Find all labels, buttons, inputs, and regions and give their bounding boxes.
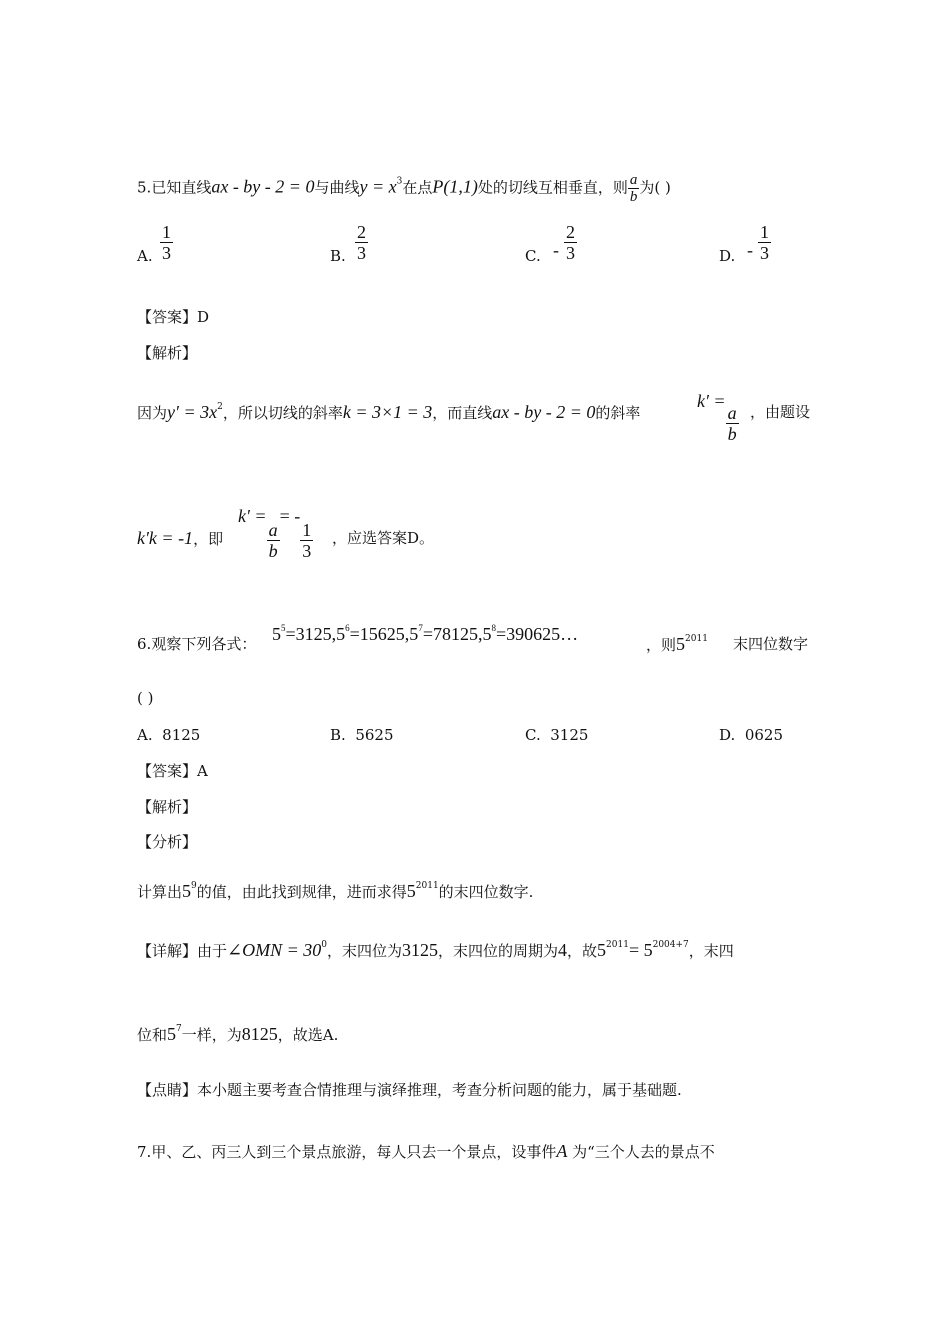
q5-option-c-sign: -: [553, 240, 559, 260]
q5-option-a-fraction: $\frac{1}{3}$: [162, 222, 171, 263]
q6-option-d: D. 0625: [719, 726, 783, 744]
q5-line-equation: ax - by - 2 = 0: [211, 176, 315, 197]
q5-option-c: C.: [525, 247, 541, 265]
q6-fenxi-label: 【分析】: [137, 833, 198, 851]
q6-option-b: B. 5625: [330, 726, 394, 744]
q6-paren: ( ): [137, 689, 154, 707]
q6-answer: 【答案】A: [137, 762, 208, 780]
q5-solution-line-2-frac: k′ = $\frac{a}{b}$ = - $\frac{1}{3}$: [238, 506, 312, 561]
q6-detail-line-1: 【详解】由于∠OMN = $30^0$，末四位为3125，末四位的周期为4，故$5^{2011}= 5^{2004+7}$，末四: [137, 940, 734, 960]
q5-point: P(1,1): [432, 176, 478, 197]
q6-fenxi-text: 计算出$5^9$的值，由此找到规律，进而求得$5^{2011}$的末四位数字.: [137, 881, 534, 901]
q5-curve: y = x: [359, 176, 397, 197]
q5-option-d: D.: [719, 247, 736, 265]
q6-option-c: C. 3125: [525, 726, 589, 744]
q5-solution-line-1: 因为$y' = 3x^2$，所以切线的斜率k = 3×1 = 3，而直线ax - by - 2 = 0的斜率: [137, 402, 641, 422]
q6-stem-tail: ，则$5^{2011}$: [646, 634, 708, 654]
q5-analysis-label: 【解析】: [137, 344, 198, 362]
q6-stem: 6.观察下列各式：: [137, 635, 257, 653]
q5-fraction-a-over-b: $\frac{a}{b}$: [629, 172, 638, 205]
q6-detail-line-2: 位和$5^7$一样，为8125，故选A.: [137, 1024, 339, 1044]
q6-option-a: A. 8125: [137, 726, 201, 744]
q5-stem: 5.已知直线ax - by - 2 = 0与曲线$y = x^3$在点P(1,1)处的切线互相垂直，则 $\frac{a}{b}$ 为( ): [137, 172, 671, 205]
q5-option-d-sign: -: [747, 240, 753, 260]
q5-solution-line-2: k′k = -1，即: [137, 528, 224, 548]
q5-solution-line-1-end: ，由题设: [750, 403, 811, 421]
q5-option-b: B.: [330, 247, 346, 265]
q6-stem-tail-2: 末四位数字: [733, 635, 809, 653]
q5-option-d-fraction: $\frac{1}{3}$: [760, 222, 769, 263]
q5-number: 5.: [137, 178, 152, 197]
q7-stem: 7.甲、乙、丙三人到三个景点旅游，每人只去一个景点，设事件A 为“三个人去的景点不: [137, 1141, 715, 1161]
q6-series: $5^5=3125,5^6=15625,5^7=78125,5^8=390625\dots$: [272, 623, 579, 644]
q5-solution-kprime: k′ = $\frac{a}{b}$: [697, 391, 737, 444]
q5-answer: 【答案】D: [137, 308, 210, 326]
q6-comment: 【点睛】本小题主要考查合情推理与演绎推理，考查分析问题的能力，属于基础题.: [137, 1081, 682, 1099]
q5-solution-line-2-end: ，应选答案D。: [332, 529, 435, 547]
q5-option-b-fraction: $\frac{2}{3}$: [357, 222, 366, 263]
q6-analysis-label: 【解析】: [137, 798, 198, 816]
q5-option-c-fraction: $\frac{2}{3}$: [566, 222, 575, 263]
q5-option-a: A.: [137, 247, 153, 265]
